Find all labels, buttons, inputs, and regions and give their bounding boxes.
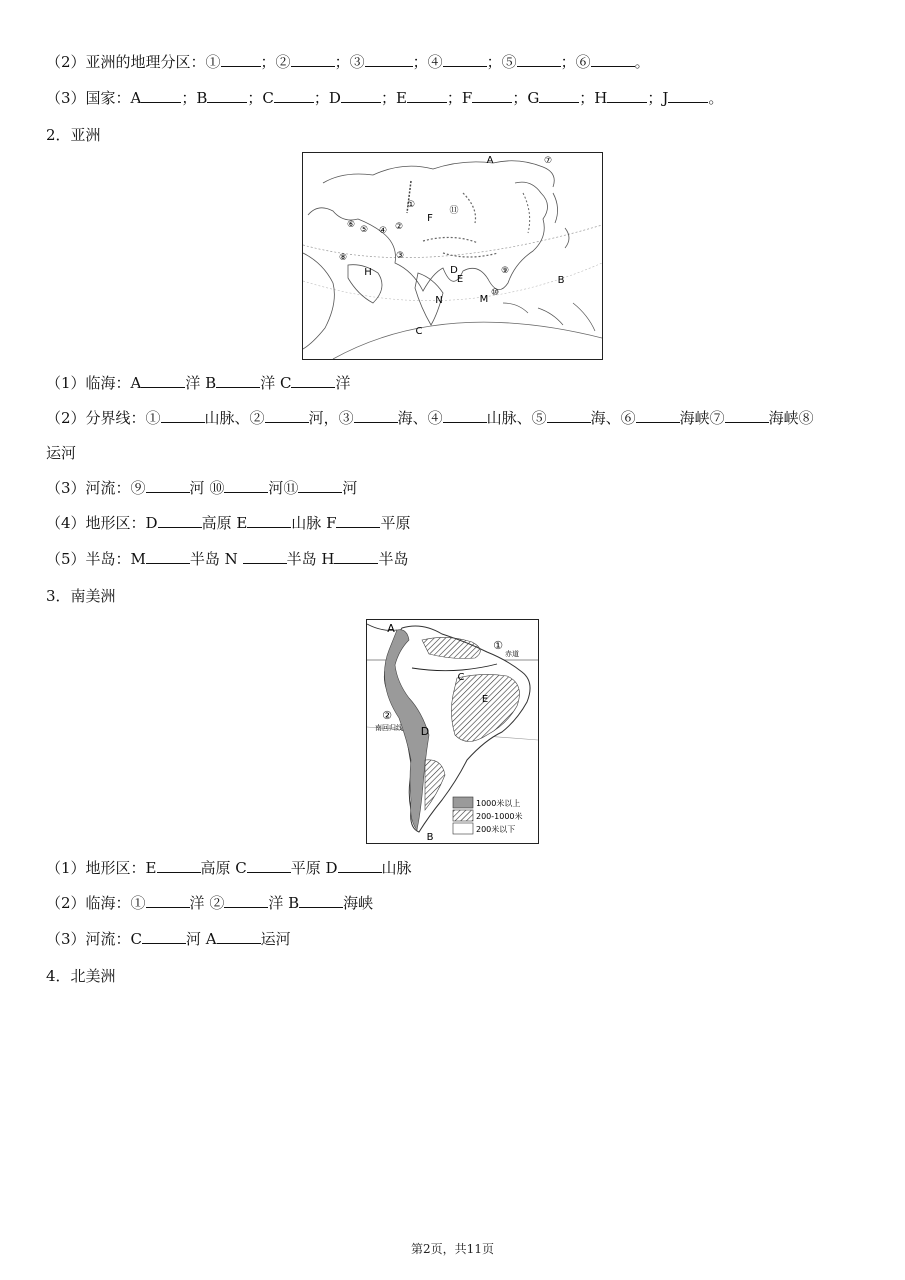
answer-blank[interactable]: [265, 408, 309, 423]
answer-blank[interactable]: [274, 88, 314, 103]
label-circle-4: ④: [378, 226, 388, 236]
label-C: C: [415, 326, 423, 337]
answer-blank[interactable]: [142, 929, 186, 944]
text: （3）河流：⑨: [46, 479, 146, 497]
answer-blank[interactable]: [161, 408, 205, 423]
text: ；H: [579, 89, 608, 107]
answer-blank[interactable]: [247, 858, 291, 873]
answer-blank[interactable]: [334, 549, 378, 564]
map-frame-curve: [333, 322, 602, 359]
q-asia-seas: [46, 373, 350, 393]
answer-blank[interactable]: [243, 549, 287, 564]
label-circle-2: ②: [394, 222, 404, 232]
mountains: [523, 193, 530, 233]
q-sa-rivers: [46, 929, 291, 949]
text: （4）地形区：D: [46, 514, 158, 532]
text: 河 ⑩: [189, 479, 225, 497]
text: （2）临海：①: [46, 894, 146, 912]
text: ；③: [334, 53, 365, 71]
text: 山脉 F: [291, 514, 337, 532]
text: （3）河流：C: [46, 930, 143, 948]
text: ；G: [512, 89, 540, 107]
text: （2）分界线：①: [46, 409, 161, 427]
answer-blank[interactable]: [291, 373, 335, 388]
q-countries: [46, 88, 723, 108]
answer-blank[interactable]: [157, 858, 201, 873]
answer-blank[interactable]: [299, 893, 343, 908]
text: 海、⑥: [590, 409, 636, 427]
answer-blank[interactable]: [247, 513, 291, 528]
legend-swatch-high: [453, 797, 473, 808]
answer-blank[interactable]: [298, 478, 342, 493]
label-M: M: [479, 294, 489, 305]
text: 运河: [260, 930, 291, 948]
asia-coast: [308, 182, 548, 291]
answer-blank[interactable]: [146, 549, 190, 564]
label-A: A: [387, 622, 395, 635]
label-circle-6: ⑥: [346, 220, 356, 230]
label-H: H: [364, 267, 372, 278]
text: 海峡⑦: [679, 409, 725, 427]
asia-map-svg: [303, 153, 602, 359]
answer-blank[interactable]: [224, 893, 268, 908]
text: 半岛: [378, 550, 409, 568]
text: 洋 C: [260, 374, 292, 392]
text: （2）亚洲的地理分区：①: [46, 53, 221, 71]
text: ；F: [446, 89, 473, 107]
label-circle-10: ⑩: [490, 288, 500, 298]
legend-label-high: 1000米以上: [476, 799, 521, 808]
legend-swatch-low: [453, 823, 473, 834]
q-asia-regions: [46, 52, 650, 72]
label-circle-11: ⑪: [449, 206, 459, 216]
text: 洋: [335, 374, 351, 392]
text: 半岛 H: [286, 550, 335, 568]
africa-outline: [303, 253, 334, 349]
text: ；④: [412, 53, 443, 71]
label-B: B: [426, 832, 434, 843]
text: 海峡⑧: [768, 409, 814, 427]
text: 洋 B: [268, 894, 300, 912]
label-tropic: 南回归线: [375, 724, 403, 732]
label-circle-8: ⑧: [338, 253, 348, 263]
answer-blank[interactable]: [725, 408, 769, 423]
q-asia-rivers: [46, 478, 357, 498]
legend-label-low: 200米以下: [476, 825, 516, 834]
text: 河 A: [186, 930, 217, 948]
answer-blank[interactable]: [217, 929, 261, 944]
text: 海、④: [397, 409, 443, 427]
text: 平原 D: [290, 859, 338, 877]
south-america-map-svg: [367, 620, 538, 843]
label-circle-5: ⑤: [359, 225, 369, 235]
answer-blank[interactable]: [221, 52, 261, 67]
answer-blank[interactable]: [365, 52, 413, 67]
label-E: E: [481, 694, 489, 705]
answer-blank[interactable]: [338, 858, 382, 873]
text: 高原 E: [201, 514, 248, 532]
label-equator: 赤道: [505, 650, 519, 658]
label-N: N: [435, 295, 443, 306]
answer-blank[interactable]: [291, 52, 335, 67]
label-B: B: [557, 275, 565, 286]
answer-blank[interactable]: [668, 88, 708, 103]
answer-blank[interactable]: [146, 893, 190, 908]
section-heading-north-america: 4．北美洲: [46, 967, 116, 985]
japan-outline: [553, 193, 569, 248]
text: 河⑪: [268, 479, 299, 497]
text: 高原 C: [200, 859, 247, 877]
text: 山脉: [381, 859, 412, 877]
text: ；B: [181, 89, 208, 107]
text: 平原: [380, 514, 411, 532]
section-heading-asia: 2．亚洲: [46, 126, 101, 144]
text: （1）地形区：E: [46, 859, 157, 877]
label-circle-3: ③: [395, 251, 405, 261]
section-heading-south-america: 3．南美洲: [46, 587, 116, 605]
brazilian-highland: [451, 674, 519, 741]
answer-blank[interactable]: [443, 408, 487, 423]
islands-outline: [503, 303, 595, 331]
answer-blank[interactable]: [146, 478, 190, 493]
answer-blank[interactable]: [607, 88, 647, 103]
label-D: D: [450, 265, 458, 276]
south-america-map: [366, 619, 539, 844]
text: ；C: [247, 89, 274, 107]
mountains: [423, 237, 478, 243]
text: 海峡: [343, 894, 374, 912]
label-circle-1: ①: [493, 639, 503, 652]
q-asia-boundaries-cont: 运河: [46, 444, 77, 462]
q-sa-landforms: [46, 858, 412, 878]
mountains: [463, 193, 476, 223]
text: 。: [634, 53, 650, 71]
label-circle-9: ⑨: [500, 266, 510, 276]
text: ；⑥: [560, 53, 591, 71]
answer-blank[interactable]: [207, 88, 247, 103]
answer-blank[interactable]: [636, 408, 680, 423]
page-footer: 第2页，共11页: [411, 1242, 494, 1256]
answer-blank[interactable]: [472, 88, 512, 103]
answer-blank[interactable]: [443, 52, 487, 67]
answer-blank[interactable]: [354, 408, 398, 423]
text: 洋 ②: [189, 894, 225, 912]
label-C: C: [457, 672, 465, 683]
label-circle-2: ②: [382, 709, 392, 722]
answer-blank[interactable]: [547, 408, 591, 423]
answer-blank[interactable]: [539, 88, 579, 103]
text: ；D: [313, 89, 341, 107]
text: 。: [708, 89, 724, 107]
q-asia-landforms: [46, 513, 411, 533]
answer-blank[interactable]: [216, 373, 260, 388]
q-sa-seas: [46, 893, 373, 913]
label-circle-1: ①: [406, 200, 416, 210]
answer-blank[interactable]: [141, 373, 185, 388]
q-asia-peninsulas: [46, 549, 408, 569]
label-A: A: [486, 155, 494, 166]
text: ；E: [380, 89, 407, 107]
text: 山脉、②: [204, 409, 265, 427]
legend-label-mid: 200-1000米: [476, 812, 523, 821]
text: 河: [342, 479, 358, 497]
label-E: E: [456, 274, 464, 285]
label-circle-7: ⑦: [543, 156, 553, 166]
answer-blank[interactable]: [341, 88, 381, 103]
text: ；J: [647, 89, 669, 107]
text: 河，③: [308, 409, 354, 427]
text: ；②: [260, 53, 291, 71]
text: （3）国家：A: [46, 89, 142, 107]
answer-blank[interactable]: [591, 52, 635, 67]
text: 山脉、⑤: [486, 409, 547, 427]
answer-blank[interactable]: [158, 513, 202, 528]
legend-swatch-mid: [453, 810, 473, 821]
text: （5）半岛：M: [46, 550, 146, 568]
answer-blank[interactable]: [141, 88, 181, 103]
answer-blank[interactable]: [407, 88, 447, 103]
text: 洋 B: [185, 374, 217, 392]
arctic-coast: [323, 161, 554, 187]
answer-blank[interactable]: [336, 513, 380, 528]
label-F: F: [427, 213, 433, 224]
asia-map: [302, 152, 603, 360]
text: （1）临海：A: [46, 374, 142, 392]
answer-blank[interactable]: [517, 52, 561, 67]
answer-blank[interactable]: [224, 478, 268, 493]
text: ；⑤: [486, 53, 517, 71]
q-asia-boundaries: [46, 408, 814, 428]
text: 半岛 N: [189, 550, 243, 568]
label-D: D: [420, 725, 430, 738]
